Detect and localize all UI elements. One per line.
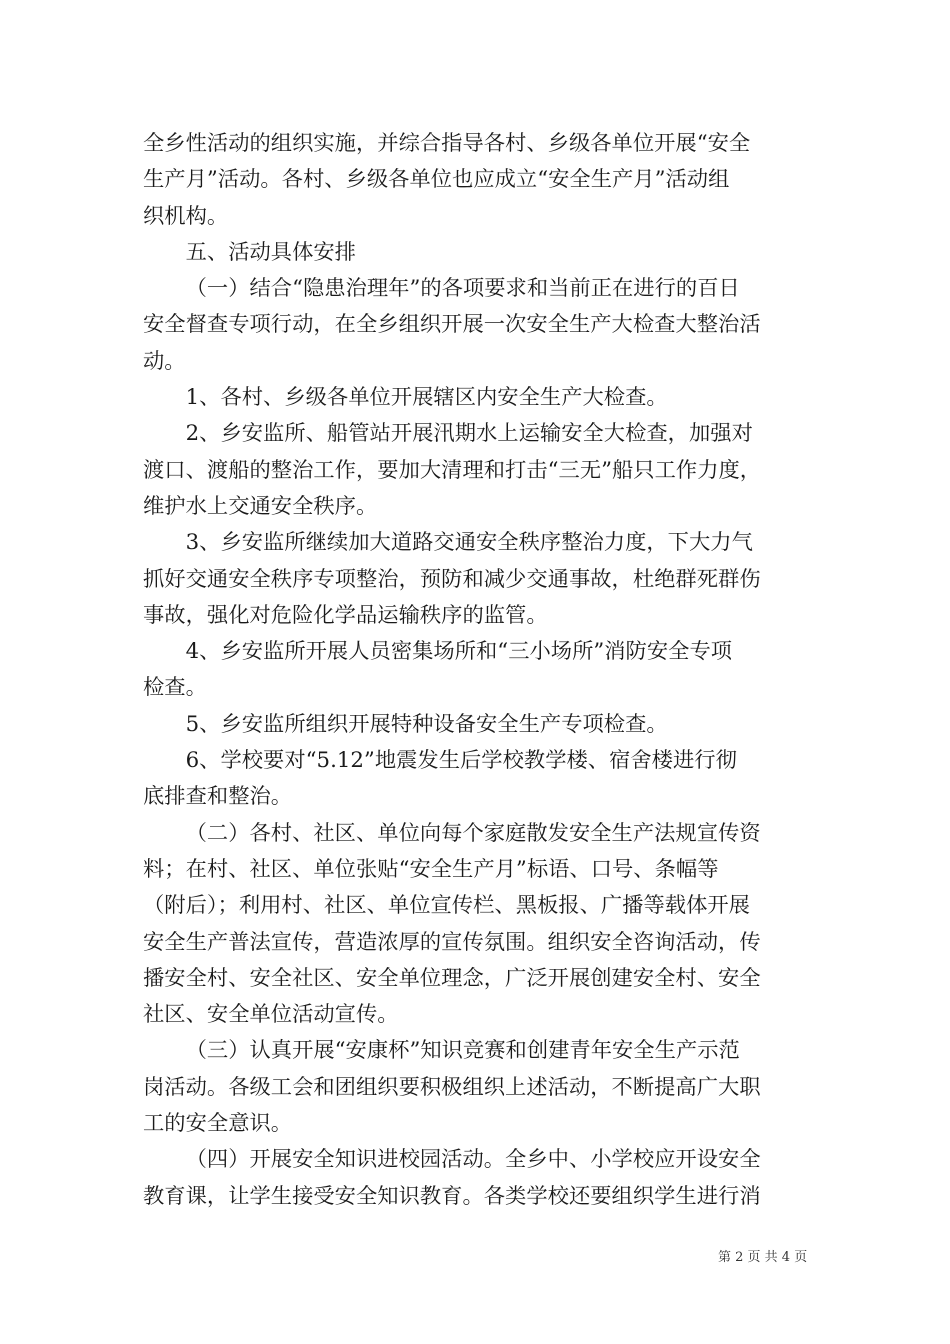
text-line: 渡口、渡船的整治工作，要加大清理和打击“三无”船只工作力度， [143,457,762,483]
text-line: 4、乡安监所开展人员密集场所和“三小场所”消防安全专项 [185,639,733,665]
text-line: 检查。 [143,675,207,701]
text-line: 安全督查专项行动，在全乡组织开展一次安全生产大检查大整治活 [143,312,761,338]
text-line: 安全生产普法宣传，营造浓厚的宣传氛围。组织安全咨询活动，传 [143,929,761,955]
text-line: 料；在村、社区、单位张贴“安全生产月”标语、口号、条幅等 [143,856,719,882]
text-line: 教育课，让学生接受安全知识教育。各类学校还要组织学生进行消 [143,1183,761,1209]
text-line: 抓好交通安全秩序专项整治，预防和减少交通事故，杜绝群死群伤 [143,566,761,592]
text-line: 生产月”活动。各村、乡级各单位也应成立“安全生产月”活动组 [143,167,730,193]
text-line: 2、乡安监所、船管站开展汛期水上运输安全大检查，加强对 [185,421,753,447]
text-line: 6、学校要对“5.12”地震发生后学校教学楼、宿舍楼进行彻 [185,748,737,774]
text-line: 播安全村、安全社区、安全单位理念，广泛开展创建安全村、安全 [143,965,761,991]
text-line: （一）结合“隐患治理年”的各项要求和当前正在进行的百日 [185,276,740,302]
text-line: （附后）；利用村、社区、单位宣传栏、黑板报、广播等载体开展 [143,893,750,919]
text-line: 维护水上交通安全秩序。 [143,493,378,519]
text-line: 社区、安全单位活动宣传。 [143,1002,399,1028]
text-line: （三）认真开展“安康杯”知识竞赛和创建青年安全生产示范 [185,1038,740,1064]
text-line: （二）各村、社区、单位向每个家庭散发安全生产法规宣传资 [185,820,761,846]
text-line: （四）开展安全知识进校园活动。全乡中、小学校应开设安全 [185,1147,761,1173]
text-line: 工的安全意识。 [143,1111,293,1137]
text-line: 5、乡安监所组织开展特种设备安全生产专项检查。 [185,711,668,737]
text-line: 岗活动。各级工会和团组织要积极组织上述活动，不断提高广大职 [143,1074,761,1100]
document-body [143,126,823,1215]
text-line: 全乡性活动的组织实施，并综合指导各村、乡级各单位开展“安全 [143,131,751,156]
text-line: 底排查和整治。 [143,784,293,810]
text-line: 织机构。 [143,203,229,229]
page-number-footer: 第 2 页 共 4 页 [718,1250,808,1265]
text-line: 1、各村、乡级各单位开展辖区内安全生产大检查。 [185,385,668,411]
text-line: 事故，强化对危险化学品运输秩序的监管。 [143,602,548,628]
section-heading: 五、活动具体安排 [185,239,356,265]
text-line: 动。 [143,348,186,374]
text-line: 3、乡安监所继续加大道路交通安全秩序整治力度，下大力气 [185,530,753,556]
